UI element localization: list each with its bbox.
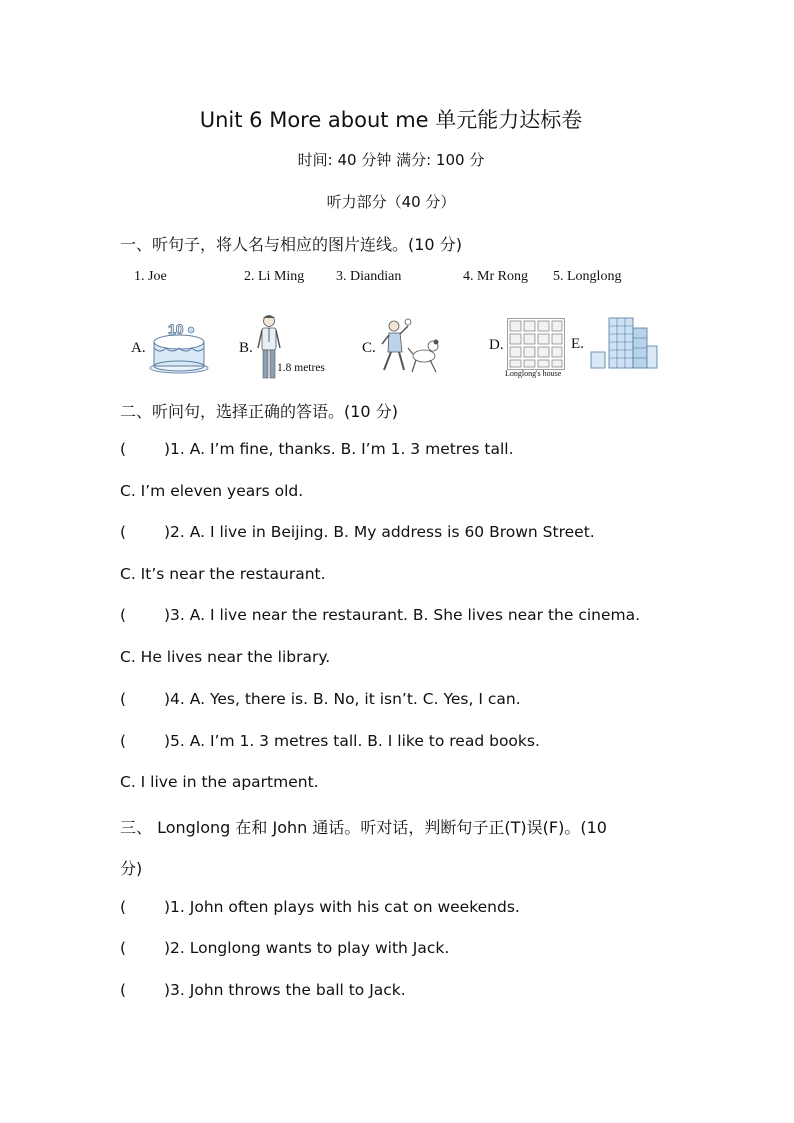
tf-item-2: )2. Longlong wants to play with Jack.: [164, 939, 450, 957]
section3-heading: 三、 Longlong 在和 John 通话。听对话，判断句子正(T)误(F)。(10: [120, 818, 607, 837]
tf-row: [120, 939, 449, 957]
tf-item-1: )1. John often plays with his cat on weekends.: [164, 898, 520, 916]
answer-blank[interactable]: (: [120, 606, 127, 624]
name-li-ming: 2. Li Ming: [244, 269, 305, 284]
section1-heading: 一、听句子，将人名与相应的图片连线。(10 分): [120, 235, 462, 254]
option-b-label: B.: [239, 340, 253, 356]
section3-heading-cont: 分): [120, 859, 143, 878]
question-row: [120, 440, 514, 458]
apartment-building-icon: [589, 316, 659, 370]
question-5-line1: )5. A. I’m 1. 3 metres tall. B. I like to read books.: [164, 732, 540, 750]
tf-row: [120, 898, 520, 916]
answer-blank[interactable]: (: [120, 440, 127, 458]
question-2-line2: C. It’s near the restaurant.: [120, 565, 326, 583]
name-joe: 1. Joe: [134, 269, 167, 284]
name-diandian: 3. Diandian: [336, 269, 402, 284]
map-caption: Longlong's house: [505, 369, 562, 378]
answer-blank[interactable]: (: [120, 732, 127, 750]
question-4-line1: )4. A. Yes, there is. B. No, it isn’t. C. Yes, I can.: [164, 690, 521, 708]
question-1-line1: )1. A. I’m fine, thanks. B. I’m 1. 3 metres tall.: [164, 440, 514, 458]
question-3-line1: )3. A. I live near the restaurant. B. She lives near the cinema.: [164, 606, 641, 624]
answer-blank[interactable]: (: [120, 523, 127, 541]
question-1-line2: C. I’m eleven years old.: [120, 482, 304, 500]
height-caption: 1.8 metres: [277, 362, 325, 374]
name-longlong: 5. Longlong: [553, 269, 622, 284]
answer-blank[interactable]: (: [120, 898, 127, 916]
question-row: [120, 690, 521, 708]
option-e-label: E.: [571, 336, 584, 352]
question-row: [120, 606, 640, 624]
tf-item-3: )3. John throws the ball to Jack.: [164, 981, 406, 999]
answer-blank[interactable]: (: [120, 939, 127, 957]
question-5-line2: C. I live in the apartment.: [120, 773, 319, 791]
part-title: 听力部分（40 分）: [326, 193, 456, 211]
question-row: [120, 732, 540, 750]
question-3-line2: C. He lives near the library.: [120, 648, 331, 666]
answer-blank[interactable]: (: [120, 981, 127, 999]
answer-blank[interactable]: (: [120, 690, 127, 708]
town-map-grid-icon: [507, 318, 565, 370]
option-a-label: A.: [131, 340, 146, 356]
question-row: [120, 523, 595, 541]
option-c-label: C.: [362, 340, 376, 356]
svg-text:10: 10: [168, 321, 184, 337]
birthday-cake-icon: [148, 316, 212, 376]
name-mr-rong: 4. Mr Rong: [463, 269, 528, 284]
time-and-score: 时间: 40 分钟 满分: 100 分: [297, 151, 485, 169]
tf-row: [120, 981, 406, 999]
option-d-label: D.: [489, 337, 504, 353]
section2-heading: 二、听问句，选择正确的答语。(10 分): [120, 402, 398, 421]
question-2-line1: )2. A. I live in Beijing. B. My address is 60 Brown Street.: [164, 523, 595, 541]
page-title: Unit 6 More about me 单元能力达标卷: [199, 108, 583, 132]
boy-playing-with-dog-icon: [378, 318, 444, 378]
